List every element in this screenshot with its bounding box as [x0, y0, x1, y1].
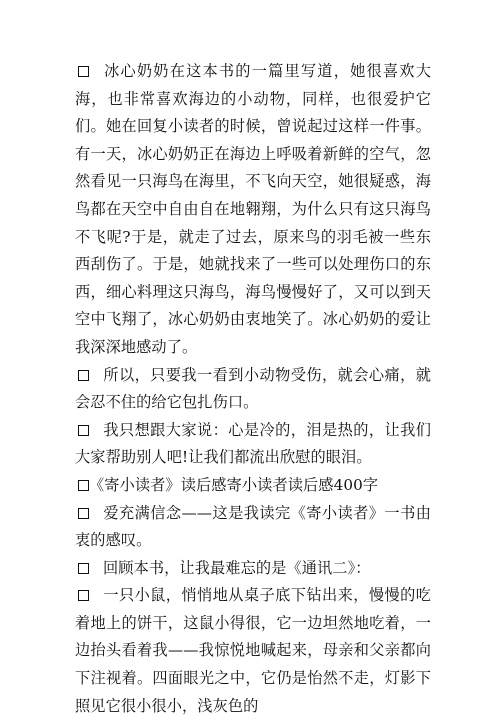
paragraph-text: 回顾本书，让我最难忘的是《通讯二》：: [103, 558, 371, 577]
checkbox-icon: [78, 66, 89, 77]
checkbox-icon: [78, 563, 89, 574]
paragraph-text: 冰心奶奶在这本书的一篇里写道，她很喜欢大海，也非常喜欢海边的小动物，同样，也很爱护它们。她在回复小读者的时候，曾说起过这样一件事。有一天，冰心奶奶正在海边上呼吸着新鲜的空气，忽然看见一只海鸟在海里，不飞向天空，她很疑惑，海鸟都在天空中自由自在地翱翔，为什么只有这只海鸟不飞呢?于是，就走了过去，原来鸟的羽毛被一些东西刮伤了。于是，她就找来了一些可以处理伤口的东西，细心料理这只海鸟，海鸟慢慢好了，又可以到天空中飞翔了，冰心奶奶由衷地笑了。冰心奶奶的爱让我深深地感动了。: [75, 62, 431, 356]
paragraph-3: [75, 417, 431, 472]
paragraph-text: 爱充满信念——这是我读完《寄小读者》一书由衷的感叹。: [75, 503, 431, 550]
paragraph-text: 所以，只要我一看到小动物受伤，就会心痛，就会忍不住的给它包扎伤口。: [75, 365, 431, 412]
paragraph-6: [75, 555, 431, 583]
paragraph-5: [75, 500, 431, 555]
paragraph-4-heading: [75, 472, 431, 500]
paragraph-2: [75, 362, 431, 417]
checkbox-icon: [78, 425, 89, 436]
paragraph-1: [75, 58, 431, 362]
paragraph-text: 我只想跟大家说：心是冷的，泪是热的，让我们大家帮助别人吧!让我们都流出欣慰的眼泪。: [75, 420, 431, 467]
paragraph-text: 《寄小读者》读后感寄小读者读后感400字: [89, 475, 379, 494]
paragraph-text: 一只小鼠，悄悄地从桌子底下钻出来，慢慢的吃着地上的饼干，这鼠小得很，它一边坦然地吃着，一边抬头看着我——我惊悦地喊起来，母亲和父亲都向下注视着。四面眼光之中，它仍是怡然不走，灯影下照见它很小很小，浅灰色的: [75, 586, 431, 715]
checkbox-icon: [78, 370, 89, 381]
checkbox-icon: [78, 508, 89, 519]
paragraph-7: [75, 582, 431, 720]
checkbox-icon: [78, 480, 89, 491]
checkbox-icon: [78, 590, 89, 601]
document-page: [75, 58, 431, 720]
